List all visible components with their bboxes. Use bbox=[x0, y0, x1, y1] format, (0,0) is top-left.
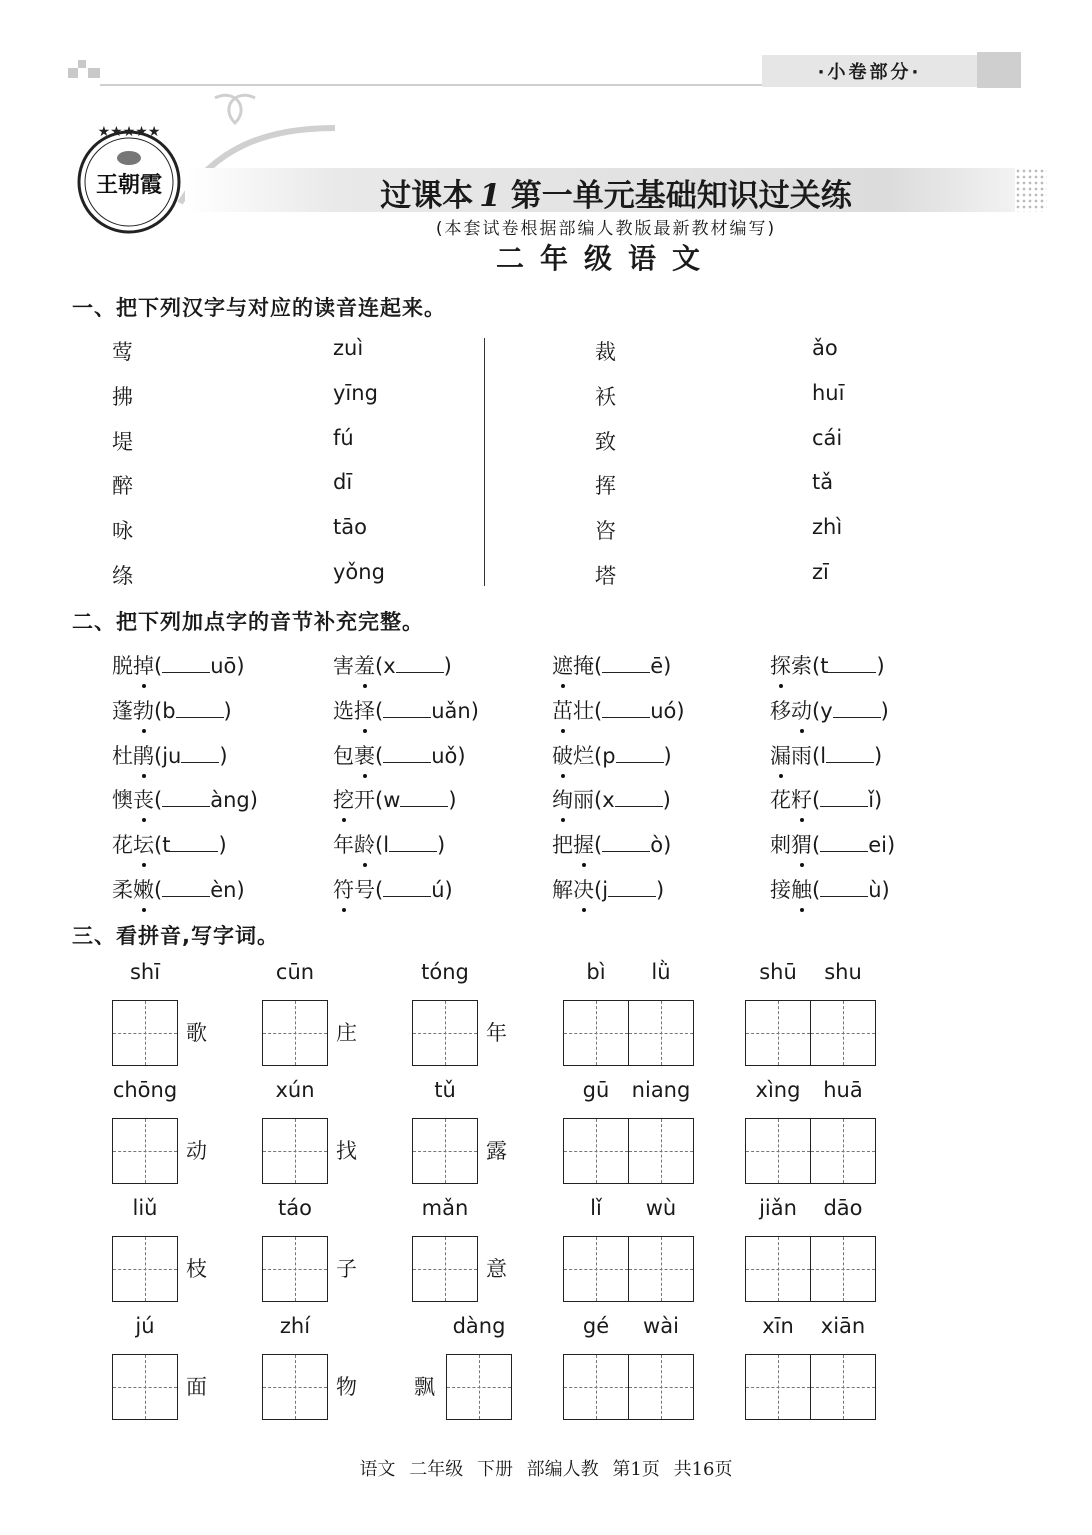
paren-close: ) bbox=[470, 698, 479, 723]
fill-item bbox=[552, 874, 664, 904]
pinyin-label: cūn bbox=[275, 960, 315, 984]
answer-blank[interactable] bbox=[602, 834, 650, 852]
fill-item bbox=[552, 650, 671, 680]
writing-box[interactable] bbox=[262, 1000, 328, 1066]
paren-open: ( bbox=[594, 654, 603, 678]
pinyin-suffix: ei bbox=[868, 833, 887, 858]
matching-divider bbox=[484, 338, 485, 586]
pinyin-suffix: uó bbox=[650, 698, 677, 723]
pinyin-label: liǔ bbox=[132, 1196, 158, 1220]
right-pinyin[interactable]: zī bbox=[812, 560, 829, 584]
paren-close: ) bbox=[457, 743, 466, 768]
word-char: 把 bbox=[552, 833, 573, 858]
word-char: 择 bbox=[354, 695, 375, 725]
given-char: 面 bbox=[186, 1375, 207, 1399]
header-tag: ·小卷部分· bbox=[762, 55, 977, 87]
word-char: 遮 bbox=[552, 650, 573, 680]
word-char: 掉 bbox=[133, 650, 154, 680]
paren-close: ) bbox=[874, 743, 883, 768]
paren-close: ) bbox=[218, 833, 227, 858]
left-pinyin[interactable]: zuì bbox=[333, 336, 364, 360]
word-char: 鹃 bbox=[133, 740, 154, 770]
word-char: 雨 bbox=[791, 743, 812, 768]
right-pinyin[interactable]: zhì bbox=[812, 515, 843, 540]
pinyin-label: shu bbox=[824, 960, 862, 984]
word-char: 嫩 bbox=[133, 874, 154, 904]
paren-close: ) bbox=[223, 698, 232, 723]
fill-item bbox=[333, 695, 479, 725]
paren-close: ) bbox=[663, 654, 672, 678]
paren-open: ( bbox=[375, 743, 384, 768]
pinyin-label: huā bbox=[823, 1078, 863, 1102]
right-char[interactable]: 裁 bbox=[595, 340, 616, 364]
pinyin-label: mǎn bbox=[421, 1196, 469, 1220]
paren-close: ) bbox=[219, 743, 228, 768]
left-pinyin[interactable]: dī bbox=[333, 470, 353, 495]
paren-close: ) bbox=[236, 878, 245, 902]
left-char[interactable]: 绦 bbox=[112, 564, 133, 588]
word-char: 丽 bbox=[573, 788, 594, 813]
pinyin-label: xiān bbox=[820, 1314, 866, 1338]
writing-box[interactable] bbox=[563, 1354, 629, 1420]
paren-close: ) bbox=[444, 878, 453, 902]
writing-box[interactable] bbox=[563, 1000, 629, 1066]
paren-open: ( bbox=[375, 878, 384, 902]
answer-blank[interactable] bbox=[383, 700, 431, 718]
word-char: 选 bbox=[333, 698, 354, 723]
pinyin-label: xīn bbox=[762, 1314, 794, 1338]
fill-item bbox=[333, 829, 445, 859]
word-char: 挖 bbox=[333, 784, 354, 814]
paren-close: ) bbox=[656, 878, 665, 902]
paren-open: ( bbox=[812, 698, 821, 723]
answer-blank[interactable] bbox=[833, 700, 881, 718]
left-char[interactable]: 醉 bbox=[112, 474, 133, 499]
pinyin-label: chōng bbox=[112, 1078, 178, 1102]
pinyin-prefix: b bbox=[162, 698, 176, 723]
left-pinyin[interactable]: fú bbox=[333, 425, 354, 450]
fill-item bbox=[112, 829, 227, 859]
answer-blank[interactable] bbox=[181, 745, 219, 763]
pinyin-label: jú bbox=[135, 1314, 155, 1338]
paren-open: ( bbox=[594, 878, 603, 902]
word-char: 年 bbox=[333, 833, 354, 858]
pinyin-label: xún bbox=[275, 1078, 315, 1102]
paren-open: ( bbox=[812, 743, 821, 768]
paren-close: ) bbox=[663, 833, 672, 858]
word-char: 决 bbox=[573, 874, 594, 904]
paren-open: ( bbox=[594, 833, 603, 858]
left-char[interactable]: 莺 bbox=[112, 340, 133, 364]
given-char: 物 bbox=[336, 1375, 357, 1399]
writing-box[interactable] bbox=[412, 1000, 478, 1066]
pinyin-label: lǜ bbox=[651, 960, 671, 984]
fill-item bbox=[770, 740, 882, 770]
fill-item bbox=[333, 874, 453, 904]
right-pinyin[interactable]: tǎ bbox=[812, 470, 834, 495]
pinyin-label: táo bbox=[278, 1196, 312, 1220]
pinyin-suffix: ò bbox=[650, 833, 664, 858]
given-char: 子 bbox=[336, 1257, 357, 1281]
paren-close: ) bbox=[249, 788, 258, 813]
svg-text:★★★★★: ★★★★★ bbox=[97, 124, 161, 140]
fill-item bbox=[112, 695, 232, 725]
word-char: 脱 bbox=[112, 654, 133, 678]
paren-close: ) bbox=[886, 833, 896, 858]
grade-subject: 二年级语文 bbox=[495, 242, 716, 275]
paren-close: ) bbox=[236, 654, 245, 678]
answer-blank[interactable] bbox=[820, 789, 868, 807]
word-char: 羞 bbox=[354, 650, 375, 680]
word-char: 绚 bbox=[552, 784, 573, 814]
right-pinyin[interactable]: ǎo bbox=[812, 336, 838, 360]
answer-blank[interactable] bbox=[396, 655, 444, 673]
given-char: 找 bbox=[336, 1139, 357, 1163]
pinyin-label: jiǎn bbox=[759, 1196, 797, 1220]
question-2-title: 二、把下列加点字的音节补充完整。 bbox=[72, 610, 424, 634]
word-char: 破 bbox=[552, 740, 573, 770]
paren-open: ( bbox=[154, 743, 163, 768]
fill-item bbox=[112, 740, 228, 770]
pinyin-prefix: x bbox=[602, 788, 615, 813]
word-char: 害 bbox=[333, 654, 354, 678]
fill-item bbox=[112, 874, 245, 904]
writing-box[interactable] bbox=[745, 1236, 811, 1302]
writing-box[interactable] bbox=[628, 1118, 694, 1184]
word-char: 壮 bbox=[573, 698, 594, 723]
paren-close: ) bbox=[662, 788, 671, 813]
paren-open: ( bbox=[154, 833, 163, 858]
fill-item bbox=[770, 784, 882, 814]
page-footer: 语文 二年级 下册 部编人教 第1页 共16页 bbox=[359, 1459, 733, 1480]
page-subtitle: (本套试卷根据部编人教版最新教材编写) bbox=[435, 219, 777, 239]
fill-item bbox=[770, 650, 885, 680]
word-char: 裹 bbox=[354, 740, 375, 770]
answer-blank[interactable] bbox=[162, 879, 210, 897]
pinyin-suffix: ǐ bbox=[868, 788, 875, 813]
answer-blank[interactable] bbox=[170, 834, 218, 852]
pinyin-prefix: ju bbox=[162, 743, 182, 768]
writing-box[interactable] bbox=[563, 1118, 629, 1184]
pinyin-label: gū bbox=[582, 1078, 610, 1102]
answer-blank[interactable] bbox=[383, 745, 431, 763]
pinyin-label: wù bbox=[645, 1196, 677, 1220]
pinyin-prefix: y bbox=[820, 698, 833, 723]
paren-close: ) bbox=[880, 698, 889, 723]
word-char: 杜 bbox=[112, 743, 133, 768]
word-char: 号 bbox=[354, 878, 375, 902]
writing-box[interactable] bbox=[810, 1118, 876, 1184]
page-title: 过课本 1 第一单元基础知识过关练 bbox=[380, 178, 852, 214]
right-char[interactable]: 袄 bbox=[595, 384, 616, 409]
pinyin-label: tǔ bbox=[434, 1078, 456, 1102]
word-char: 烂 bbox=[573, 743, 594, 768]
right-char[interactable]: 塔 bbox=[595, 564, 616, 588]
pinyin-suffix: àng bbox=[210, 788, 250, 813]
writing-box[interactable] bbox=[628, 1000, 694, 1066]
paren-open: ( bbox=[154, 788, 163, 813]
paren-open: ( bbox=[812, 833, 821, 858]
word-char: 籽 bbox=[791, 784, 812, 814]
pinyin-label: xìng bbox=[755, 1078, 801, 1102]
word-char: 猬 bbox=[791, 829, 812, 859]
word-char: 花 bbox=[770, 788, 791, 813]
word-char: 刺 bbox=[770, 833, 791, 858]
answer-blank[interactable] bbox=[162, 655, 210, 673]
given-char: 露 bbox=[486, 1139, 507, 1163]
writing-box[interactable] bbox=[745, 1354, 811, 1420]
writing-box[interactable] bbox=[262, 1118, 328, 1184]
paren-close: ) bbox=[443, 654, 452, 678]
right-pinyin[interactable]: cái bbox=[812, 425, 843, 450]
paren-open: ( bbox=[154, 878, 163, 902]
writing-box[interactable] bbox=[112, 1236, 178, 1302]
pinyin-label: zhí bbox=[279, 1314, 311, 1338]
word-char: 包 bbox=[333, 743, 354, 768]
paren-open: ( bbox=[812, 654, 821, 678]
answer-blank[interactable] bbox=[615, 789, 663, 807]
writing-box[interactable] bbox=[810, 1000, 876, 1066]
pinyin-prefix: t bbox=[162, 833, 171, 858]
paren-open: ( bbox=[154, 654, 163, 678]
word-char: 勃 bbox=[133, 695, 154, 725]
answer-blank[interactable] bbox=[826, 745, 874, 763]
pinyin-suffix: uǎn bbox=[431, 698, 471, 723]
pinyin-label: niang bbox=[631, 1078, 691, 1102]
right-char[interactable]: 咨 bbox=[595, 519, 616, 544]
answer-blank[interactable] bbox=[820, 879, 868, 897]
fill-item bbox=[552, 829, 671, 859]
word-char: 索 bbox=[791, 654, 812, 678]
pinyin-prefix: j bbox=[602, 878, 609, 902]
fill-item bbox=[552, 784, 671, 814]
left-pinyin[interactable]: yǒng bbox=[333, 560, 385, 584]
fill-item bbox=[333, 784, 457, 814]
pinyin-suffix: ú bbox=[431, 878, 445, 902]
fill-item bbox=[333, 650, 452, 680]
pinyin-prefix: l bbox=[383, 833, 390, 858]
writing-box[interactable] bbox=[112, 1118, 178, 1184]
answer-blank[interactable] bbox=[162, 789, 210, 807]
answer-blank[interactable] bbox=[608, 879, 656, 897]
word-char: 开 bbox=[354, 788, 375, 813]
paren-close: ) bbox=[876, 654, 885, 678]
left-char[interactable]: 拂 bbox=[112, 384, 133, 409]
answer-blank[interactable] bbox=[820, 834, 868, 852]
word-char: 懊 bbox=[112, 788, 133, 813]
word-char: 丧 bbox=[133, 784, 154, 814]
writing-box[interactable] bbox=[810, 1354, 876, 1420]
pinyin-label: gé bbox=[582, 1314, 610, 1338]
paren-open: ( bbox=[812, 878, 821, 902]
pinyin-suffix: uō bbox=[210, 654, 237, 678]
paren-close: ) bbox=[448, 788, 457, 813]
fill-item bbox=[770, 829, 895, 859]
answer-blank[interactable] bbox=[828, 655, 876, 673]
paren-open: ( bbox=[594, 743, 603, 768]
writing-box[interactable] bbox=[262, 1354, 328, 1420]
pinyin-prefix: x bbox=[383, 654, 396, 678]
pinyin-label: wài bbox=[643, 1314, 679, 1338]
paren-close: ) bbox=[874, 788, 883, 813]
word-char: 花 bbox=[112, 833, 133, 858]
word-char: 解 bbox=[552, 878, 573, 902]
word-char: 触 bbox=[791, 874, 812, 904]
left-char[interactable]: 咏 bbox=[112, 519, 133, 544]
writing-box[interactable] bbox=[810, 1236, 876, 1302]
question-3-title: 三、看拼音,写字词。 bbox=[72, 924, 279, 948]
word-char: 蓬 bbox=[112, 698, 133, 723]
fill-item bbox=[112, 650, 245, 680]
left-char[interactable]: 堤 bbox=[112, 429, 133, 454]
given-char: 飘 bbox=[414, 1375, 435, 1399]
svg-text:王朝霞: 王朝霞 bbox=[95, 172, 163, 198]
given-char: 庄 bbox=[336, 1021, 357, 1045]
paren-close: ) bbox=[663, 743, 672, 768]
word-char: 握 bbox=[573, 829, 594, 859]
word-char: 茁 bbox=[552, 695, 573, 725]
paren-close: ) bbox=[676, 698, 685, 723]
pinyin-suffix: èn bbox=[210, 878, 237, 902]
writing-box[interactable] bbox=[412, 1118, 478, 1184]
word-char: 坛 bbox=[133, 829, 154, 859]
writing-box[interactable] bbox=[112, 1354, 178, 1420]
paren-open: ( bbox=[375, 833, 384, 858]
pinyin-label: dāo bbox=[823, 1196, 863, 1220]
writing-box[interactable] bbox=[628, 1354, 694, 1420]
answer-blank[interactable] bbox=[400, 789, 448, 807]
right-char[interactable]: 挥 bbox=[595, 474, 616, 499]
word-char: 掩 bbox=[573, 654, 594, 678]
given-char: 意 bbox=[486, 1257, 507, 1281]
header-tag-block bbox=[977, 52, 1021, 88]
answer-blank[interactable] bbox=[602, 700, 650, 718]
given-char: 歌 bbox=[186, 1021, 207, 1045]
pinyin-label: bì bbox=[586, 960, 606, 984]
given-char: 年 bbox=[486, 1021, 507, 1045]
answer-blank[interactable] bbox=[616, 745, 664, 763]
fill-item bbox=[333, 740, 466, 770]
given-char: 枝 bbox=[186, 1257, 207, 1281]
paren-open: ( bbox=[594, 698, 603, 723]
right-pinyin[interactable]: huī bbox=[812, 380, 845, 405]
writing-box[interactable] bbox=[745, 1000, 811, 1066]
paren-open: ( bbox=[375, 788, 384, 813]
word-char: 漏 bbox=[770, 740, 791, 770]
writing-box[interactable] bbox=[628, 1236, 694, 1302]
paren-close: ) bbox=[437, 833, 446, 858]
pinyin-prefix: t bbox=[820, 654, 829, 678]
left-pinyin[interactable]: tāo bbox=[333, 515, 367, 540]
pinyin-prefix: w bbox=[383, 788, 401, 813]
paren-open: ( bbox=[375, 698, 384, 723]
writing-box[interactable] bbox=[412, 1236, 478, 1302]
writing-box[interactable] bbox=[745, 1118, 811, 1184]
writing-box[interactable] bbox=[563, 1236, 629, 1302]
paren-open: ( bbox=[154, 698, 163, 723]
pinyin-suffix: uǒ bbox=[431, 743, 458, 768]
pinyin-label: tóng bbox=[421, 960, 469, 984]
paren-open: ( bbox=[594, 788, 603, 813]
answer-blank[interactable] bbox=[389, 834, 437, 852]
pinyin-label: shū bbox=[759, 960, 797, 984]
pinyin-label: dàng bbox=[452, 1314, 506, 1338]
word-char: 移 bbox=[770, 698, 791, 723]
fill-item bbox=[112, 784, 258, 814]
pinyin-prefix: l bbox=[820, 743, 827, 768]
fill-item bbox=[770, 695, 889, 725]
word-char: 接 bbox=[770, 878, 791, 902]
answer-blank[interactable] bbox=[383, 879, 431, 897]
pinyin-label: shī bbox=[129, 960, 161, 984]
word-char: 柔 bbox=[112, 878, 133, 902]
paren-close: ) bbox=[881, 878, 890, 902]
writing-box[interactable] bbox=[262, 1236, 328, 1302]
pinyin-label: lǐ bbox=[590, 1196, 602, 1220]
pinyin-prefix: p bbox=[602, 743, 616, 768]
writing-box[interactable] bbox=[112, 1000, 178, 1066]
pinyin-suffix: ē bbox=[650, 654, 664, 678]
word-char: 龄 bbox=[354, 829, 375, 859]
writing-box[interactable] bbox=[446, 1354, 512, 1420]
right-char[interactable]: 致 bbox=[595, 429, 616, 454]
fill-item bbox=[552, 740, 672, 770]
question-1-title: 一、把下列汉字与对应的读音连起来。 bbox=[72, 296, 446, 320]
fill-item bbox=[770, 874, 890, 904]
left-pinyin[interactable]: yīng bbox=[333, 380, 378, 405]
word-char: 探 bbox=[770, 650, 791, 680]
word-char: 符 bbox=[333, 874, 354, 904]
answer-blank[interactable] bbox=[602, 655, 650, 673]
fill-item bbox=[552, 695, 685, 725]
given-char: 动 bbox=[186, 1139, 207, 1163]
paren-open: ( bbox=[812, 788, 821, 813]
paren-open: ( bbox=[375, 654, 384, 678]
word-char: 动 bbox=[791, 695, 812, 725]
pinyin-suffix: ù bbox=[868, 878, 882, 902]
answer-blank[interactable] bbox=[176, 700, 224, 718]
